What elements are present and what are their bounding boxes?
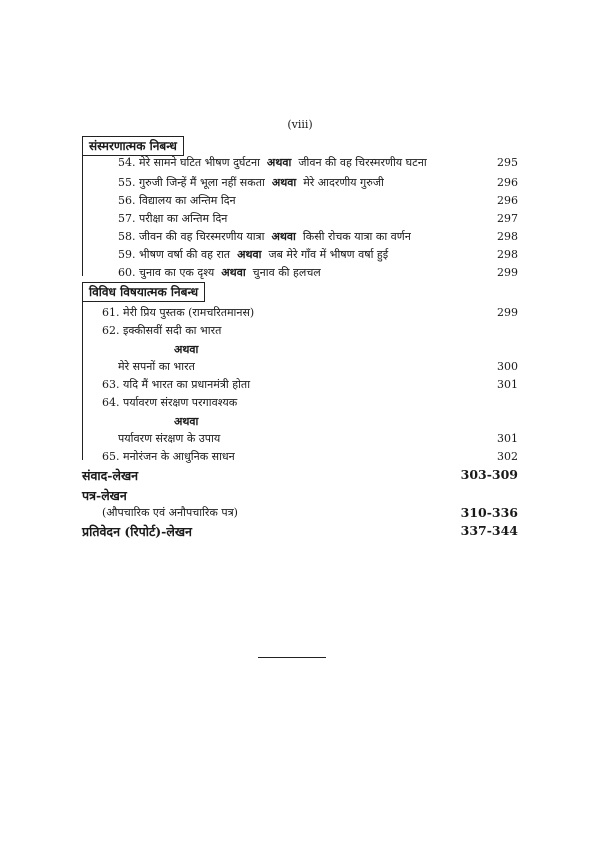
toc-row [0, 504, 600, 522]
toc-row [0, 376, 600, 394]
toc-page: 296 [497, 194, 518, 207]
prativedan-heading: प्रतिवेदन (रिपोर्ट)-लेखन [82, 524, 192, 539]
toc-title-alt: जब मेरे गाँव में भीषण वर्षा हुई [268, 248, 389, 261]
toc-row [0, 304, 600, 322]
toc-row [0, 154, 600, 172]
toc-title: 59. भीषण वर्षा की वह रात [118, 248, 231, 261]
patra-subtitle: (औपचारिक एवं अनौपचारिक पत्र) [102, 506, 238, 519]
toc-page: 299 [497, 266, 518, 279]
toc-row [0, 394, 600, 412]
toc-row [0, 448, 600, 466]
end-rule [258, 657, 326, 658]
toc-row [0, 246, 600, 264]
toc-title: 57. परीक्षा का अन्तिम दिन [118, 212, 228, 225]
toc-title-alt: मेरे सपनों का भारत [118, 360, 195, 373]
toc-title-alt: मेरे आदरणीय गुरुजी [303, 176, 384, 189]
toc-row [0, 322, 600, 340]
toc-row [0, 210, 600, 228]
toc-title: 64. पर्यावरण संरक्षण परगावश्यक [102, 396, 238, 409]
toc-title-alt: किसी रोचक यात्रा का वर्णन [302, 230, 411, 243]
section-heading-memoir: संस्मरणात्मक निबन्ध [82, 136, 184, 156]
toc-page: 296 [497, 176, 518, 189]
toc-title: 54. मेरे सामने घटित भीषण दुर्घटना [118, 156, 260, 169]
toc-title: 56. विद्यालय का अन्तिम दिन [118, 194, 236, 207]
toc-title: 62. इक्कीसवीं सदी का भारत [102, 324, 222, 337]
toc-page: 300 [497, 360, 518, 373]
patra-pages: 310-336 [460, 505, 518, 520]
toc-title-alt: चुनाव की हलचल [252, 266, 321, 279]
toc-page: 302 [497, 450, 518, 463]
toc-title: 55. गुरुजी जिन्हें मैं भूला नहीं सकता [118, 176, 265, 189]
connector: अथवा [237, 248, 262, 261]
patra-heading: पत्र-लेखन [82, 488, 127, 503]
toc-title-alt: पर्यावरण संरक्षण के उपाय [118, 432, 221, 445]
connector: अथवा [266, 156, 292, 169]
connector: अथवा [174, 415, 199, 428]
toc-page: 301 [497, 432, 518, 445]
toc-title: 58. जीवन की वह चिरस्मरणीय यात्रा [118, 230, 265, 243]
toc-page: 298 [497, 230, 518, 243]
connector: अथवा [174, 343, 199, 356]
toc-page: 298 [497, 248, 518, 261]
toc-page: 297 [497, 212, 518, 225]
toc-row [0, 192, 600, 210]
toc-row [0, 228, 600, 246]
toc-row [0, 358, 600, 376]
toc-page: 295 [497, 156, 518, 169]
page-number: (viii) [287, 118, 313, 131]
toc-title: 61. मेरी प्रिय पुस्तक (रामचरितमानस) [102, 306, 255, 319]
toc-title: 60. चुनाव का एक दृश्य [118, 266, 215, 279]
toc-page: 299 [497, 306, 518, 319]
connector: अथवा [221, 266, 246, 279]
toc-page: 301 [497, 378, 518, 391]
toc-title: 63. यदि मैं भारत का प्रधानमंत्री होता [102, 378, 251, 391]
samvad-heading: संवाद-लेखन [82, 468, 139, 483]
toc-row [0, 174, 600, 192]
connector: अथवा [271, 176, 297, 189]
prativedan-pages: 337-344 [460, 523, 518, 538]
toc-row [0, 264, 600, 282]
toc-row [0, 430, 600, 448]
section-heading-misc: विविध विषयात्मक निबन्ध [82, 282, 205, 302]
samvad-pages: 303-309 [460, 467, 518, 482]
connector: अथवा [271, 230, 296, 243]
toc-title-alt: जीवन की वह चिरस्मरणीय घटना [298, 156, 427, 169]
toc-title: 65. मनोरंजन के आधुनिक साधन [102, 450, 235, 463]
